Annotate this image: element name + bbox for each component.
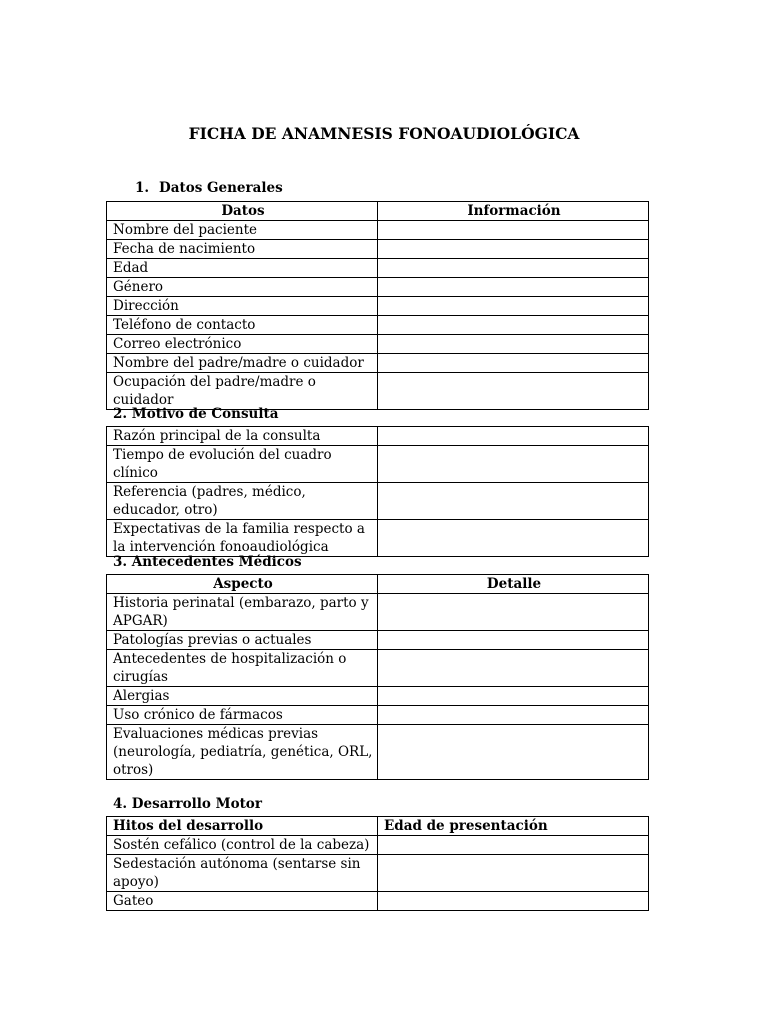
table-row [107, 706, 649, 725]
value-cell[interactable] [378, 892, 649, 911]
value-cell[interactable] [378, 836, 649, 855]
section-1-title: Datos Generales [159, 180, 283, 196]
table-row [107, 316, 649, 335]
value-cell[interactable] [378, 725, 649, 780]
section-4-heading: 4. Desarrollo Motor [113, 796, 262, 812]
row-label: Patologías previas o actuales [107, 631, 378, 650]
table-row [107, 354, 649, 373]
value-cell[interactable] [378, 297, 649, 316]
table-row [107, 836, 649, 855]
row-label: Alergias [107, 687, 378, 706]
value-cell[interactable] [378, 631, 649, 650]
table-row [107, 687, 649, 706]
value-cell[interactable] [378, 278, 649, 297]
section-1-heading [113, 179, 283, 197]
table-row [107, 259, 649, 278]
value-cell[interactable] [378, 706, 649, 725]
row-label: Fecha de nacimiento [107, 240, 378, 259]
motor-development-table [106, 816, 649, 911]
table-row [107, 335, 649, 354]
table-row [107, 650, 649, 687]
column-header-aspecto: Aspecto [107, 575, 378, 594]
column-header-hitos: Hitos del desarrollo [107, 817, 378, 836]
general-data-table [106, 201, 649, 410]
value-cell[interactable] [378, 687, 649, 706]
consultation-reason-table [106, 426, 649, 557]
table-header-row [107, 202, 649, 221]
table-row [107, 594, 649, 631]
table-row [107, 855, 649, 892]
value-cell[interactable] [378, 483, 649, 520]
row-label: Uso crónico de fármacos [107, 706, 378, 725]
value-cell[interactable] [378, 259, 649, 278]
table-row [107, 373, 649, 410]
row-label: Dirección [107, 297, 378, 316]
value-cell[interactable] [378, 240, 649, 259]
value-cell[interactable] [378, 221, 649, 240]
table-row [107, 631, 649, 650]
row-label: Razón principal de la consulta [107, 427, 378, 446]
column-header-informacion: Información [378, 202, 649, 221]
row-label: Edad [107, 259, 378, 278]
value-cell[interactable] [378, 446, 649, 483]
row-label: Correo electrónico [107, 335, 378, 354]
table-row [107, 297, 649, 316]
table-row [107, 427, 649, 446]
value-cell[interactable] [378, 594, 649, 631]
table-row [107, 725, 649, 780]
row-label: Expectativas de la familia respecto a la intervención fonoaudiológica [107, 520, 378, 557]
table-header-row [107, 575, 649, 594]
row-label: Sostén cefálico (control de la cabeza) [107, 836, 378, 855]
table-row [107, 892, 649, 911]
section-2-heading: 2. Motivo de Consulta [113, 406, 279, 422]
row-label: Gateo [107, 892, 378, 911]
column-header-datos: Datos [107, 202, 378, 221]
value-cell[interactable] [378, 520, 649, 557]
row-label: Nombre del paciente [107, 221, 378, 240]
value-cell[interactable] [378, 316, 649, 335]
medical-history-table [106, 574, 649, 780]
value-cell[interactable] [378, 427, 649, 446]
row-label: Sedestación autónoma (sentarse sin apoyo) [107, 855, 378, 892]
row-label: Ocupación del padre/madre o cuidador [107, 373, 378, 410]
document-title: FICHA DE ANAMNESIS FONOAUDIOLÓGICA [188, 124, 580, 143]
value-cell[interactable] [378, 335, 649, 354]
row-label: Teléfono de contacto [107, 316, 378, 335]
value-cell[interactable] [378, 650, 649, 687]
table-row [107, 446, 649, 483]
section-1-number: 1. [135, 180, 150, 196]
table-row [107, 278, 649, 297]
row-label: Nombre del padre/madre o cuidador [107, 354, 378, 373]
row-label: Género [107, 278, 378, 297]
table-row [107, 520, 649, 557]
value-cell[interactable] [378, 855, 649, 892]
row-label: Antecedentes de hospitalización o cirugías [107, 650, 378, 687]
section-3-heading: 3. Antecedentes Médicos [113, 554, 302, 570]
row-label: Evaluaciones médicas previas (neurología, pediatría, genética, ORL, otros) [107, 725, 378, 780]
table-row [107, 483, 649, 520]
row-label: Referencia (padres, médico, educador, otro) [107, 483, 378, 520]
value-cell[interactable] [378, 354, 649, 373]
value-cell[interactable] [378, 373, 649, 410]
table-row [107, 221, 649, 240]
column-header-detalle: Detalle [378, 575, 649, 594]
table-header-row [107, 817, 649, 836]
row-label: Historia perinatal (embarazo, parto y APGAR) [107, 594, 378, 631]
table-row [107, 240, 649, 259]
row-label: Tiempo de evolución del cuadro clínico [107, 446, 378, 483]
column-header-edad: Edad de presentación [378, 817, 649, 836]
